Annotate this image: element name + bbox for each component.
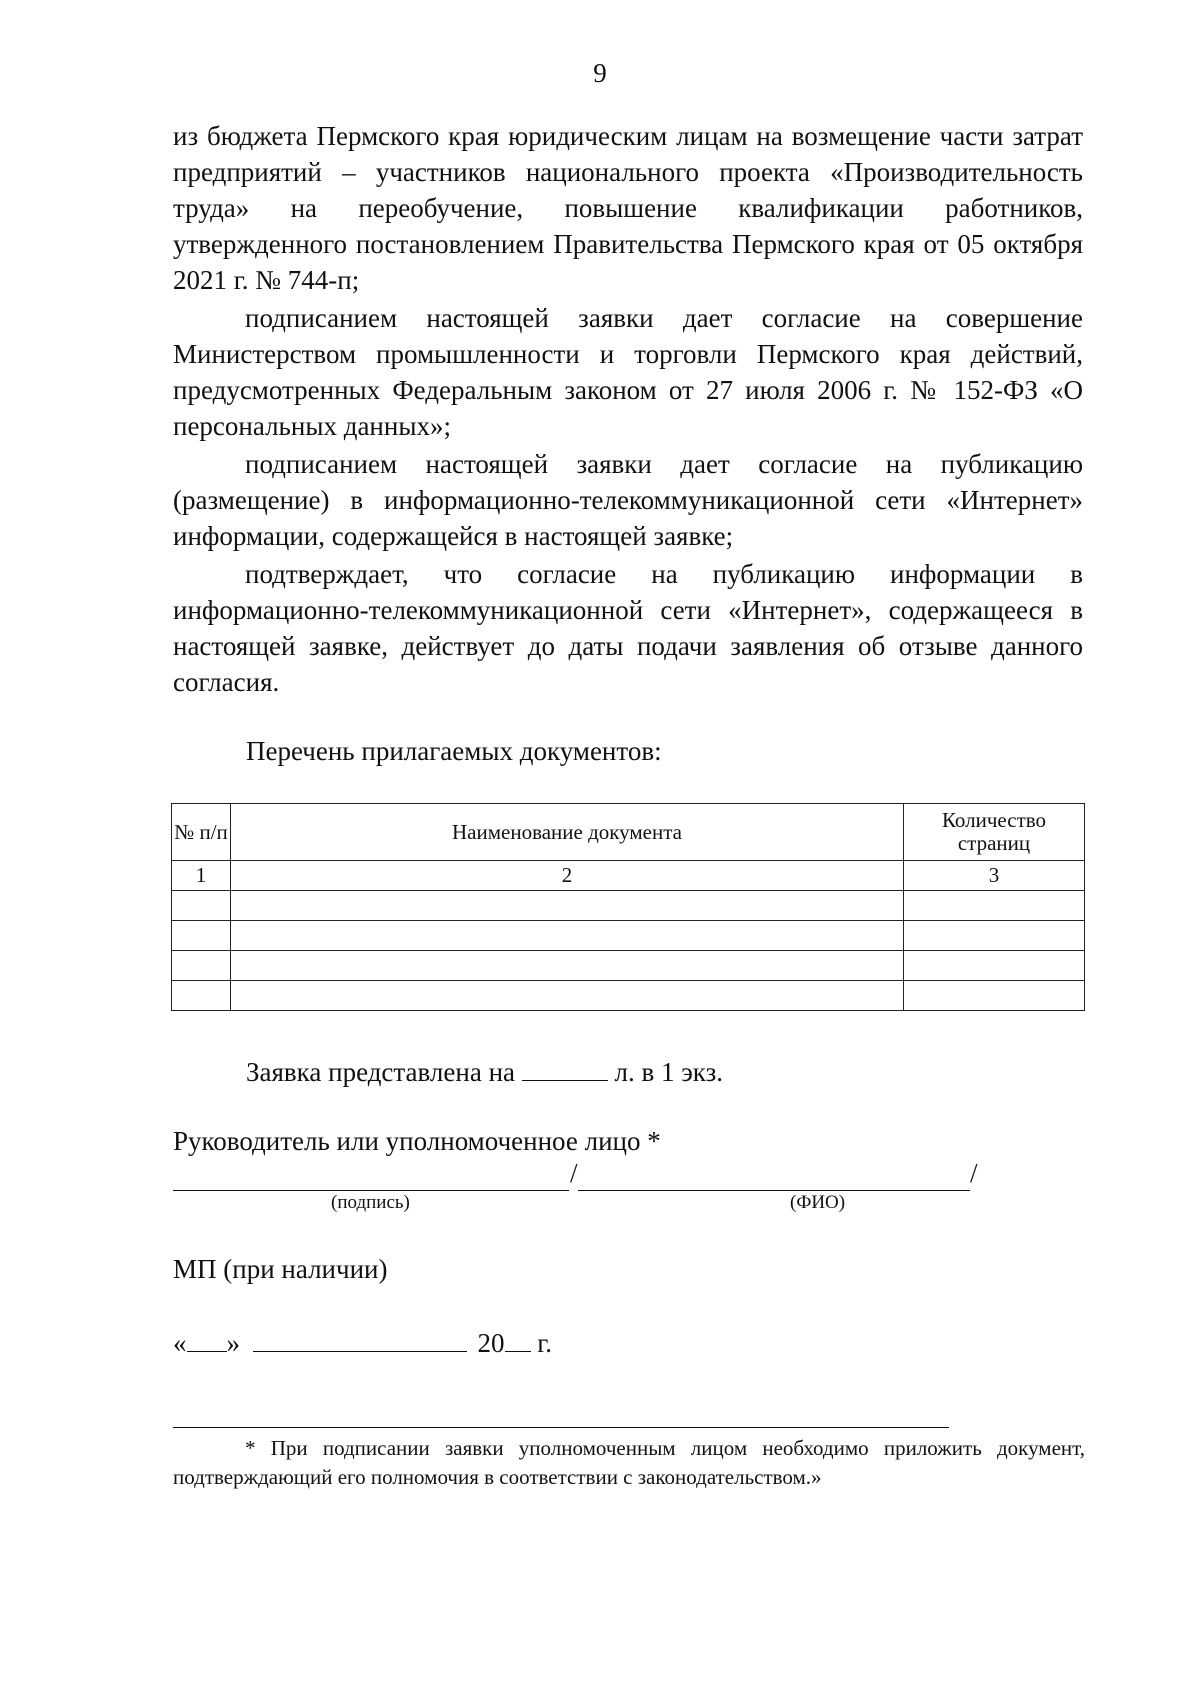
table-header-row xyxy=(172,804,1085,861)
date-line xyxy=(173,1325,552,1359)
paragraph-consent-validity: подтверждает, что согласие на публикацию информации в информационно-телекоммуникационной сети «Интернет», содержащееся в настоящей заявке, действует до даты подачи заявления об отзыве данного согласия. xyxy=(173,559,1083,697)
footnote-separator xyxy=(173,1427,949,1428)
full-name-blank[interactable] xyxy=(578,1160,970,1191)
table-cell[interactable] xyxy=(231,891,904,921)
paragraph-budget: из бюджета Пермского края юридическим лицам на возмещение части затрат предприятий – участников национального проекта «Производительность труда» на переобучение, повышение квалификации работников, утвержденного постановлением Правительства Пермского края от 05 октября 2021 г. № 744-п; xyxy=(173,121,1083,295)
month-blank[interactable] xyxy=(253,1325,467,1352)
sheet-count-blank[interactable] xyxy=(522,1054,608,1081)
table-row xyxy=(172,981,1085,1011)
signature-line xyxy=(173,1160,981,1194)
table-cell[interactable] xyxy=(904,921,1085,951)
table-row xyxy=(172,921,1085,951)
table-cell[interactable] xyxy=(172,951,231,981)
submission-suffix: л. в 1 экз. xyxy=(614,1057,723,1087)
table-cell[interactable] xyxy=(904,891,1085,921)
table-row xyxy=(172,891,1085,921)
header-number: № п/п xyxy=(172,804,231,861)
table-cell[interactable] xyxy=(231,951,904,981)
footnote xyxy=(173,1434,1085,1492)
attachments-title: Перечень прилагаемых документов: xyxy=(246,736,662,766)
full-name-caption: (ФИО) xyxy=(790,1192,846,1213)
table-cell[interactable] xyxy=(231,981,904,1011)
paragraph-personal-data-consent: подписанием настоящей заявки дает согласие на совершение Министерством промышленности и торговли Пермского края действий, предусмотренных Федеральным законом от 27 июля 2006 г. № 152-ФЗ «О персональных данных»; xyxy=(173,303,1083,441)
date-open-quote: « xyxy=(173,1328,187,1358)
table-row xyxy=(172,951,1085,981)
year-prefix: 20 xyxy=(477,1328,505,1358)
footnote-text: * При подписании заявки уполномоченным лицом необходимо приложить документ, подтверждающий его полномочия в соответствии с законодательством.» xyxy=(173,1436,1085,1489)
submission-prefix: Заявка представлена на xyxy=(246,1057,515,1087)
table-cell[interactable] xyxy=(172,921,231,951)
page-number: 9 xyxy=(593,58,607,88)
signature-slash: / xyxy=(570,1158,578,1188)
table-numbering-row xyxy=(172,861,1085,891)
attachments-table xyxy=(171,803,1085,1011)
year-suffix: г. xyxy=(537,1328,553,1358)
signatory-label: Руководитель или уполномоченное лицо * xyxy=(173,1126,661,1156)
stamp-label: МП (при наличии) xyxy=(173,1254,388,1284)
full-name-slash: / xyxy=(970,1158,978,1188)
table-cell[interactable] xyxy=(231,921,904,951)
table-cell[interactable] xyxy=(904,981,1085,1011)
header-page-count: Количество страниц xyxy=(904,804,1085,861)
submission-line xyxy=(246,1054,723,1088)
numbering-cell: 2 xyxy=(231,861,904,891)
header-document-name: Наименование документа xyxy=(231,804,904,861)
year-blank[interactable] xyxy=(505,1325,531,1352)
table-cell[interactable] xyxy=(172,891,231,921)
date-close-quote: » xyxy=(226,1328,240,1358)
table-cell[interactable] xyxy=(904,951,1085,981)
signature-caption: (подпись) xyxy=(331,1192,410,1213)
numbering-cell: 1 xyxy=(172,861,231,891)
numbering-cell: 3 xyxy=(904,861,1085,891)
paragraph-publication-consent: подписанием настоящей заявки дает согласие на публикацию (размещение) в информационно-телекоммуникационной сети «Интернет» информации, содержащейся в настоящей заявке; xyxy=(173,449,1083,551)
table-cell[interactable] xyxy=(172,981,231,1011)
signature-blank[interactable] xyxy=(173,1160,569,1191)
body-text xyxy=(173,118,1083,702)
day-blank[interactable] xyxy=(187,1325,227,1352)
